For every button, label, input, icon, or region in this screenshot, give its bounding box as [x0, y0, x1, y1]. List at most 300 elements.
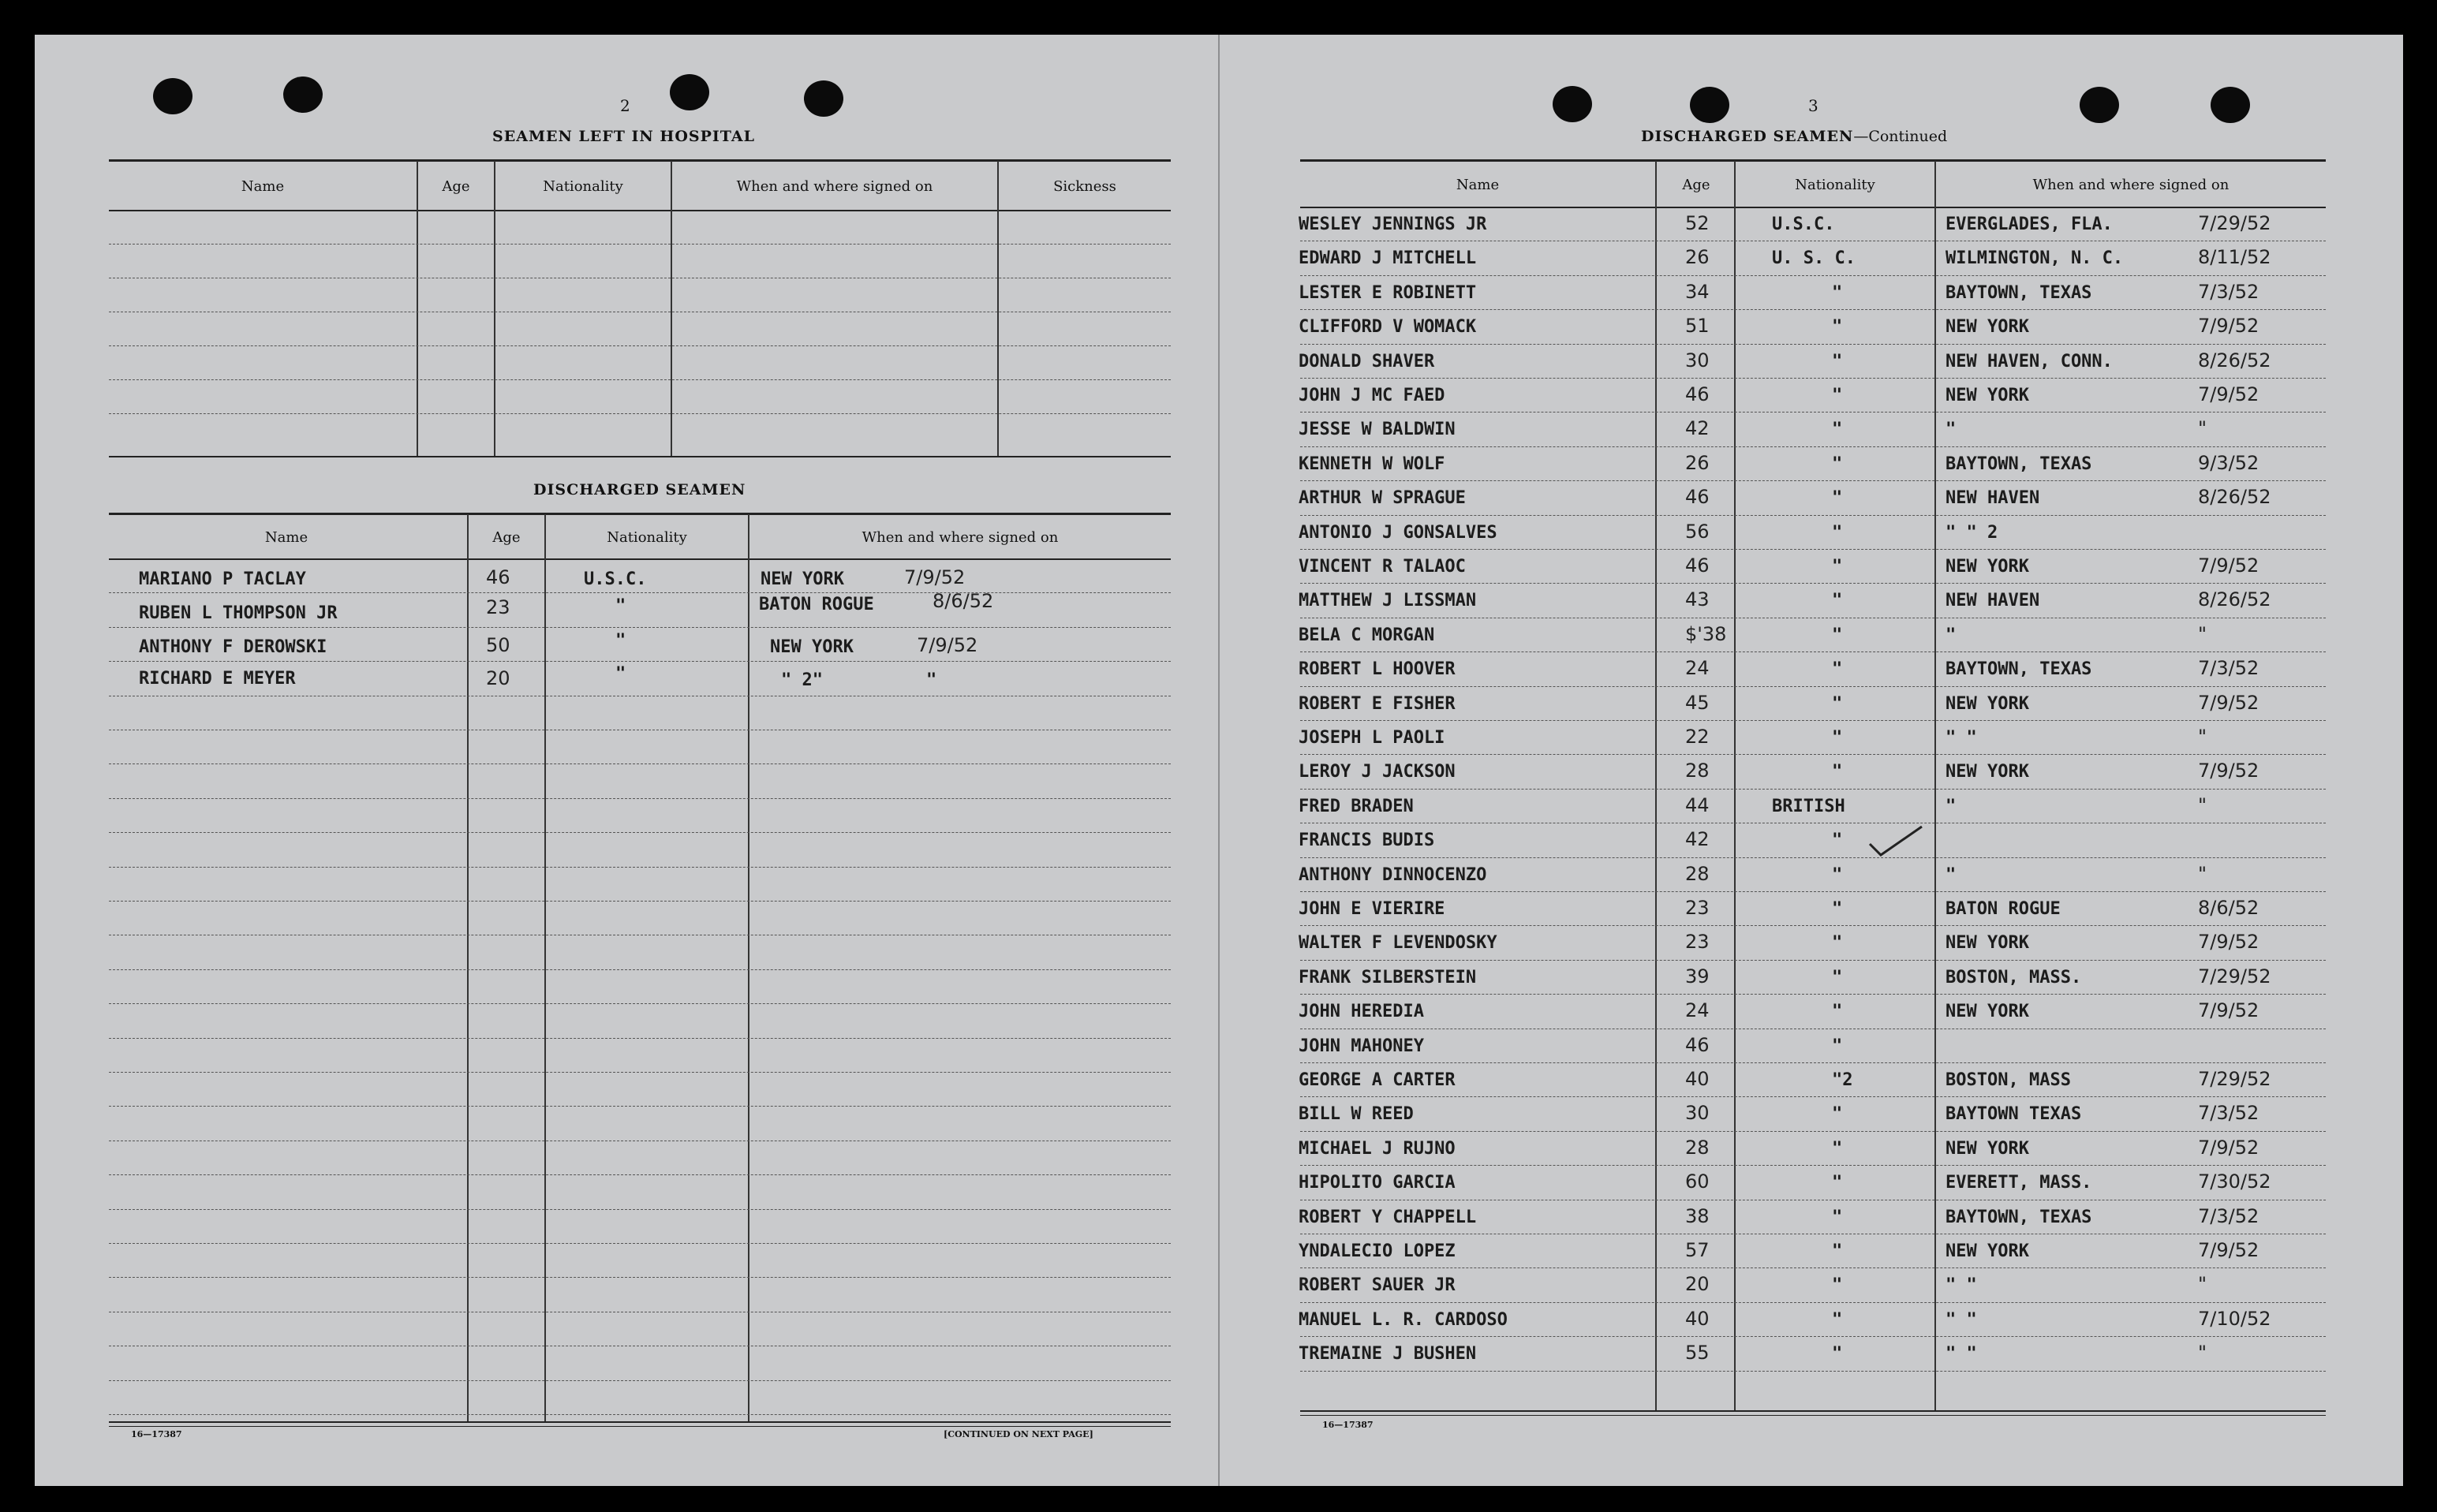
row-rule [1300, 994, 2326, 995]
row-rule [109, 1072, 1171, 1073]
row-rule [109, 867, 1171, 868]
signed-on-date: 8/26/52 [2198, 349, 2271, 371]
punch-hole [1690, 87, 1729, 123]
seaman-name: ANTHONY DINNOCENZO [1299, 865, 1487, 885]
signed-on-date: 8/6/52 [933, 590, 994, 612]
row-rule [1300, 1234, 2326, 1235]
row-rule [109, 1209, 1171, 1211]
seaman-name: WALTER F LEVENDOSKY [1299, 933, 1497, 953]
signed-on-place: NEW HAVEN, CONN. [1945, 352, 2113, 371]
seaman-nationality: " [1832, 1344, 1843, 1364]
row-rule [1300, 412, 2326, 413]
signed-on-place: EVERETT, MASS. [1945, 1173, 2092, 1193]
seaman-name: MARIANO P TACLAY [139, 569, 306, 589]
row-rule [109, 832, 1171, 834]
seaman-age: 45 [1685, 692, 1710, 714]
signed-on-date: 7/9/52 [2198, 931, 2259, 953]
seaman-nationality: " [1832, 454, 1843, 474]
seaman-nationality: U.S.C. [584, 569, 647, 589]
form-number: 16—17387 [1322, 1420, 1374, 1430]
column-header-signed-on: When and where signed on [862, 529, 1059, 546]
row-rule [1300, 1302, 2326, 1304]
row-rule [109, 1003, 1171, 1005]
signed-on-date: 7/10/52 [2198, 1308, 2271, 1330]
row-rule [109, 627, 1171, 629]
signed-on-date: 8/26/52 [2198, 588, 2271, 610]
punch-hole [670, 74, 709, 110]
seaman-nationality: " [1832, 865, 1843, 885]
signed-on-date: 7/9/52 [2198, 692, 2259, 714]
row-rule [109, 730, 1171, 731]
column-header-nationality: Nationality [1795, 177, 1875, 193]
hospital-section-title: SEAMEN LEFT IN HOSPITAL [492, 128, 755, 145]
column-header-nationality: Nationality [543, 178, 623, 195]
seaman-name: ROBERT E FISHER [1299, 694, 1456, 714]
seaman-name: MATTHEW J LISSMAN [1299, 591, 1477, 610]
row-rule [1300, 618, 2326, 619]
seaman-nationality: " [1832, 1173, 1843, 1193]
seaman-age: 24 [1685, 999, 1710, 1021]
signed-on-place: EVERGLADES, FLA. [1945, 215, 2113, 234]
seaman-age: 28 [1685, 863, 1710, 885]
seaman-nationality: " [615, 664, 626, 684]
column-header-nationality: Nationality [607, 529, 687, 546]
seaman-nationality: BRITISH [1772, 797, 1845, 816]
signed-on-date: 8/6/52 [2198, 897, 2259, 919]
signed-on-date: " [2198, 794, 2207, 816]
signed-on-date: 7/3/52 [2198, 1102, 2259, 1124]
seaman-nationality: " [615, 596, 626, 616]
seaman-nationality: " [1832, 933, 1843, 953]
table-top-rule [1300, 159, 2326, 162]
seaman-age: 22 [1685, 726, 1710, 748]
signed-on-place: BATON ROGUE [759, 595, 874, 614]
title-suffix: —Continued [1853, 128, 1948, 145]
row-rule [1300, 1096, 2326, 1098]
row-rule [1300, 1062, 2326, 1064]
seaman-age: 42 [1685, 417, 1710, 439]
column-divider [1655, 161, 1657, 1410]
signed-on-place: BAYTOWN, TEXAS [1945, 1208, 2092, 1227]
seaman-age: 55 [1685, 1342, 1710, 1364]
row-rule [109, 1038, 1171, 1040]
seaman-age: 28 [1685, 1137, 1710, 1159]
signed-on-date: 7/9/52 [2198, 1239, 2259, 1261]
signed-on-place: NEW YORK [1945, 1002, 2029, 1021]
header-rule [109, 210, 1171, 211]
row-rule [109, 798, 1171, 800]
seaman-age: 46 [1685, 1034, 1710, 1056]
signed-on-place: " [1945, 797, 1957, 816]
seaman-nationality: "2 [1832, 1070, 1853, 1090]
seaman-nationality: " [1832, 694, 1843, 714]
column-header-age: Age [492, 529, 521, 546]
seaman-name: JOHN HEREDIA [1299, 1002, 1424, 1021]
column-divider [467, 514, 469, 1421]
seaman-age: 39 [1685, 965, 1710, 987]
row-rule [109, 1141, 1171, 1142]
signed-on-date: 7/3/52 [2198, 657, 2259, 679]
signed-on-place: BAYTOWN TEXAS [1945, 1104, 2082, 1124]
column-header-name: Name [241, 178, 285, 195]
signed-on-place: NEW YORK [1945, 933, 2029, 953]
punch-hole [1553, 86, 1592, 122]
punch-hole [804, 80, 843, 117]
row-rule [1300, 651, 2326, 653]
row-rule [1300, 275, 2326, 277]
signed-on-place: BAYTOWN, TEXAS [1945, 454, 2092, 474]
seaman-nationality: U. S. C. [1772, 248, 1856, 268]
signed-on-place: NEW YORK [1945, 762, 2029, 782]
column-header-signed-on: When and where signed on [2032, 177, 2230, 193]
seaman-nationality: " [1832, 283, 1843, 303]
row-rule [109, 1243, 1171, 1245]
seaman-name: GEORGE A CARTER [1299, 1070, 1456, 1090]
row-rule [109, 1414, 1171, 1416]
signed-on-place: " " [1945, 1310, 1977, 1330]
row-rule [1300, 549, 2326, 551]
table-row [109, 312, 1171, 313]
column-header-sickness: Sickness [1053, 178, 1116, 195]
signed-on-date: 9/3/52 [2198, 452, 2259, 474]
row-rule [109, 1277, 1171, 1279]
row-rule [1300, 1200, 2326, 1201]
signed-on-place: WILMINGTON, N. C. [1945, 248, 2124, 268]
signed-on-place: NEW YORK [1945, 1241, 2029, 1261]
row-rule [1300, 754, 2326, 756]
seaman-nationality: " [1832, 1002, 1843, 1021]
seaman-nationality: " [1832, 1036, 1843, 1056]
seaman-nationality: " [615, 631, 626, 651]
column-header-age: Age [442, 178, 470, 195]
seaman-nationality: U.S.C. [1772, 215, 1835, 234]
right-page [1220, 35, 2403, 1486]
seaman-nationality: " [1832, 488, 1843, 508]
signed-on-date: 7/29/52 [2198, 212, 2271, 234]
column-divider [997, 161, 999, 456]
signed-on-place: BOSTON, MASS. [1945, 968, 2082, 987]
punch-hole [2080, 87, 2119, 123]
row-rule [1300, 960, 2326, 961]
signed-on-place: " 2" [781, 670, 823, 690]
signed-on-date: 7/3/52 [2198, 1205, 2259, 1227]
row-rule [109, 696, 1171, 697]
seaman-nationality: " [1832, 1139, 1843, 1159]
seaman-name: LEROY J JACKSON [1299, 762, 1456, 782]
signed-on-date: 7/9/52 [2198, 383, 2259, 405]
signed-on-place: " " [1945, 1275, 1977, 1295]
seaman-name: ROBERT SAUER JR [1299, 1275, 1456, 1295]
punch-hole [283, 77, 323, 113]
row-rule [1300, 925, 2326, 927]
seaman-nationality: " [1832, 659, 1843, 679]
signed-on-place: NEW YORK [1945, 386, 2029, 405]
table-row [109, 278, 1171, 279]
seaman-nationality: " [1832, 625, 1843, 645]
row-rule [1300, 1131, 2326, 1133]
column-divider [1734, 161, 1736, 1410]
header-rule [1300, 207, 2326, 208]
column-header-name: Name [264, 529, 308, 546]
row-rule [1300, 446, 2326, 448]
page-title [1641, 128, 1947, 145]
seaman-age: 30 [1685, 349, 1710, 371]
seaman-name: JOHN J MC FAED [1299, 386, 1445, 405]
row-rule [1300, 583, 2326, 584]
signed-on-date: 7/9/52 [917, 634, 978, 656]
signed-on-date: 7/9/52 [2198, 315, 2259, 337]
seaman-name: JESSE W BALDWIN [1299, 420, 1456, 439]
row-rule [109, 969, 1171, 971]
row-rule [109, 763, 1171, 765]
seaman-nationality: " [1832, 317, 1843, 337]
seaman-nationality: " [1832, 1275, 1843, 1295]
row-rule [109, 1346, 1171, 1347]
seaman-nationality: " [1832, 1310, 1843, 1330]
seaman-age: 60 [1685, 1170, 1710, 1193]
table-row [109, 244, 1171, 245]
signed-on-place: " " [1945, 1344, 1977, 1364]
signed-on-place: NEW YORK [1945, 1139, 2029, 1159]
seaman-name: JOSEPH L PAOLI [1299, 728, 1445, 748]
seaman-name: JOHN MAHONEY [1299, 1036, 1424, 1056]
seaman-name: JOHN E VIERIRE [1299, 899, 1445, 919]
seaman-age: 23 [1685, 931, 1710, 953]
seaman-age: 34 [1685, 281, 1710, 303]
left-page [35, 35, 1218, 1486]
column-divider [1934, 161, 1936, 1410]
seaman-name: MANUEL L. R. CARDOSO [1299, 1310, 1508, 1330]
signed-on-date: 7/9/52 [2198, 760, 2259, 782]
seaman-age: 50 [486, 634, 510, 656]
seaman-name: HIPOLITO GARCIA [1299, 1173, 1456, 1193]
seaman-name: FRANK SILBERSTEIN [1299, 968, 1477, 987]
seaman-nationality: " [1832, 762, 1843, 782]
row-rule [1300, 789, 2326, 790]
seaman-nationality: " [1832, 352, 1843, 371]
column-header-signed-on: When and where signed on [736, 178, 933, 195]
column-divider [417, 161, 418, 456]
seaman-name: FRANCIS BUDIS [1299, 831, 1435, 850]
row-rule [1300, 720, 2326, 722]
seaman-name: WESLEY JENNINGS JR [1299, 215, 1487, 234]
seaman-nationality: " [1832, 420, 1843, 439]
seaman-age: 38 [1685, 1205, 1710, 1227]
signed-on-date: 7/9/52 [2198, 554, 2259, 577]
row-rule [1300, 309, 2326, 311]
row-rule [1300, 686, 2326, 688]
signed-on-date: " [926, 670, 937, 690]
row-rule [109, 1106, 1171, 1107]
signed-on-date: " [2198, 417, 2207, 439]
row-rule [1300, 1029, 2326, 1030]
signed-on-date: " [2198, 726, 2207, 748]
row-rule [1300, 378, 2326, 379]
table-row [109, 379, 1171, 381]
seaman-name: BELA C MORGAN [1299, 625, 1435, 645]
signed-on-date: " [2198, 1342, 2207, 1364]
seaman-name: MICHAEL J RUJNO [1299, 1139, 1456, 1159]
seaman-nationality: " [1832, 1241, 1843, 1261]
seaman-age: 43 [1685, 588, 1710, 610]
signed-on-date: 7/3/52 [2198, 281, 2259, 303]
seaman-name: VINCENT R TALAOC [1299, 557, 1466, 577]
seaman-nationality: " [1832, 1208, 1843, 1227]
signed-on-place: " " 2 [1945, 523, 1998, 543]
signed-on-place: " [1945, 625, 1957, 645]
seaman-name: CLIFFORD V WOMACK [1299, 317, 1477, 337]
seaman-age: 46 [1685, 554, 1710, 577]
table-bottom-rule [1300, 1415, 2326, 1416]
seaman-age: 30 [1685, 1102, 1710, 1124]
signed-on-date: 7/9/52 [2198, 1137, 2259, 1159]
seaman-name: RUBEN L THOMPSON JR [139, 603, 338, 623]
table-bottom-rule [109, 1421, 1171, 1423]
signed-on-date: 7/9/52 [904, 566, 966, 588]
row-rule [1300, 857, 2326, 859]
signed-on-place: NEW YORK [1945, 694, 2029, 714]
seaman-age: 40 [1685, 1068, 1710, 1090]
column-header-name: Name [1456, 177, 1500, 193]
seaman-name: DONALD SHAVER [1299, 352, 1435, 371]
punch-hole [153, 78, 192, 114]
seaman-age: 44 [1685, 794, 1710, 816]
column-header-age: Age [1682, 177, 1710, 193]
seaman-name: LESTER E ROBINETT [1299, 283, 1477, 303]
seaman-age: 56 [1685, 521, 1710, 543]
seaman-nationality: " [1832, 386, 1843, 405]
seaman-age: $'38 [1685, 623, 1727, 645]
seaman-nationality: " [1832, 523, 1843, 543]
seaman-age: 57 [1685, 1239, 1710, 1261]
row-rule [109, 1174, 1171, 1176]
seaman-age: 46 [1685, 383, 1710, 405]
seaman-age: 23 [486, 596, 510, 618]
column-divider [494, 161, 495, 456]
signed-on-place: BAYTOWN, TEXAS [1945, 283, 2092, 303]
row-rule [109, 901, 1171, 902]
seaman-name: FRED BRADEN [1299, 797, 1414, 816]
signed-on-place: BOSTON, MASS [1945, 1070, 2071, 1090]
row-rule [1300, 344, 2326, 345]
row-rule [109, 935, 1171, 936]
seaman-nationality: " [1832, 968, 1843, 987]
table-row [109, 413, 1171, 415]
table-top-rule [109, 513, 1171, 515]
seaman-nationality: " [1832, 1104, 1843, 1124]
seaman-nationality: " [1832, 831, 1843, 850]
row-rule [1300, 480, 2326, 482]
signed-on-date: " [2198, 863, 2207, 885]
header-rule [109, 558, 1171, 560]
seaman-age: 51 [1685, 315, 1710, 337]
column-divider [671, 161, 672, 456]
continued-note: [CONTINUED ON NEXT PAGE] [944, 1429, 1093, 1439]
seaman-nationality: " [1832, 728, 1843, 748]
row-rule [1300, 1267, 2326, 1269]
signed-on-place: " [1945, 420, 1957, 439]
signed-on-place: NEW YORK [1945, 557, 2029, 577]
seaman-name: YNDALECIO LOPEZ [1299, 1241, 1456, 1261]
seaman-name: ROBERT Y CHAPPELL [1299, 1208, 1477, 1227]
table-top-rule [109, 159, 1171, 162]
seaman-name: RICHARD E MEYER [139, 669, 296, 689]
row-rule [1300, 1371, 2326, 1372]
table-bottom-rule [109, 1426, 1171, 1427]
signed-on-place: NEW HAVEN [1945, 488, 2040, 508]
seaman-name: KENNETH W WOLF [1299, 454, 1445, 474]
signed-on-date: 7/29/52 [2198, 965, 2271, 987]
signed-on-date: 8/11/52 [2198, 246, 2271, 268]
column-divider [748, 514, 749, 1421]
table-bottom-rule [109, 456, 1171, 457]
checkmark-icon [1867, 823, 1925, 858]
seaman-age: 20 [1685, 1273, 1710, 1295]
seaman-name: TREMAINE J BUSHEN [1299, 1344, 1477, 1364]
row-rule [109, 661, 1171, 663]
row-rule [1300, 515, 2326, 517]
signed-on-place: BAYTOWN, TEXAS [1945, 659, 2092, 679]
page-number: 3 [1808, 96, 1818, 115]
punch-hole [2211, 87, 2250, 123]
signed-on-date: 7/29/52 [2198, 1068, 2271, 1090]
seaman-age: 40 [1685, 1308, 1710, 1330]
seaman-age: 28 [1685, 760, 1710, 782]
seaman-name: ARTHUR W SPRAGUE [1299, 488, 1466, 508]
seaman-name: ANTHONY F DEROWSKI [139, 637, 327, 657]
seaman-age: 20 [486, 667, 510, 689]
title-text: DISCHARGED SEAMEN [1641, 128, 1854, 145]
row-rule [1300, 241, 2326, 242]
seaman-age: 26 [1685, 246, 1710, 268]
seaman-nationality: " [1832, 899, 1843, 919]
signed-on-date: " [2198, 1273, 2207, 1295]
seaman-name: BILL W REED [1299, 1104, 1414, 1124]
signed-on-place: NEW YORK [1945, 317, 2029, 337]
signed-on-place: BATON ROGUE [1945, 899, 2061, 919]
seaman-name: ROBERT L HOOVER [1299, 659, 1456, 679]
row-rule [1300, 891, 2326, 893]
seaman-age: 52 [1685, 212, 1710, 234]
column-divider [544, 514, 546, 1421]
row-rule [109, 1312, 1171, 1313]
seaman-age: 46 [1685, 486, 1710, 508]
row-rule [1300, 1336, 2326, 1338]
row-rule [1300, 1165, 2326, 1167]
signed-on-place: NEW HAVEN [1945, 591, 2040, 610]
table-row [109, 345, 1171, 347]
signed-on-place: NEW YORK [761, 569, 844, 589]
seaman-nationality: " [1832, 591, 1843, 610]
table-bottom-rule [1300, 1410, 2326, 1412]
seaman-age: 26 [1685, 452, 1710, 474]
seaman-name: EDWARD J MITCHELL [1299, 248, 1477, 268]
seaman-nationality: " [1832, 557, 1843, 577]
seaman-age: 24 [1685, 657, 1710, 679]
signed-on-date: 7/9/52 [2198, 999, 2259, 1021]
seaman-age: 23 [1685, 897, 1710, 919]
discharged-section-title: DISCHARGED SEAMEN [533, 481, 746, 498]
signed-on-date: 8/26/52 [2198, 486, 2271, 508]
row-rule [109, 592, 1171, 594]
row-rule [109, 1380, 1171, 1382]
signed-on-date: 7/30/52 [2198, 1170, 2271, 1193]
signed-on-place: " [1945, 865, 1957, 885]
signed-on-place: " " [1945, 728, 1977, 748]
signed-on-place: NEW YORK [770, 637, 854, 657]
page-number: 2 [620, 96, 630, 115]
seaman-age: 42 [1685, 828, 1710, 850]
